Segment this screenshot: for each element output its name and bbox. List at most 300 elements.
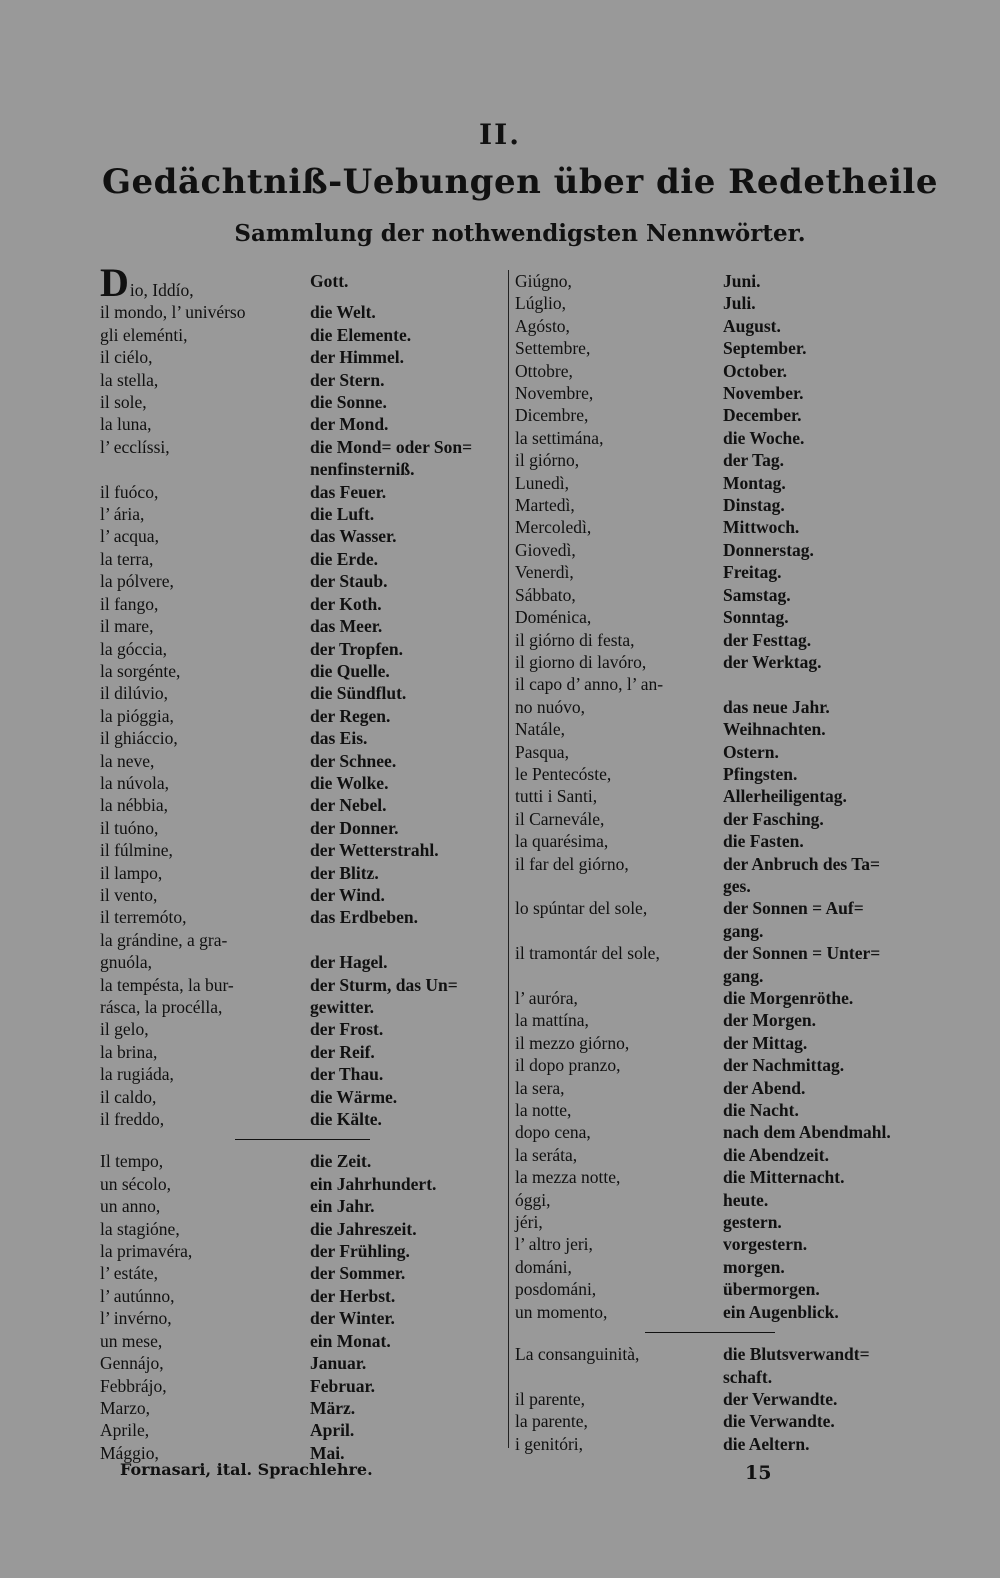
italian-term: la rugiáda, bbox=[100, 1064, 174, 1085]
vocab-row bbox=[515, 696, 935, 718]
italian-term: Giúgno, bbox=[515, 271, 572, 291]
german-term: der Tag. bbox=[723, 450, 784, 471]
german-term: der Wind. bbox=[310, 884, 385, 905]
italian-term: l’ invérno, bbox=[100, 1308, 172, 1329]
vocab-row bbox=[100, 1195, 520, 1217]
vocab-row bbox=[515, 1278, 935, 1300]
italian-term: Doménica, bbox=[515, 607, 592, 628]
italian-term: Agósto, bbox=[515, 315, 570, 336]
italian-term: gli eleménti, bbox=[100, 324, 188, 345]
italian-term: il mezzo giórno, bbox=[515, 1032, 630, 1053]
italian-term: il parente, bbox=[515, 1388, 585, 1409]
german-term: die Jahreszeit. bbox=[310, 1218, 417, 1239]
german-term: gewitter. bbox=[310, 997, 374, 1017]
vocab-row bbox=[100, 638, 520, 660]
vocab-row bbox=[100, 1285, 520, 1307]
vocab-row bbox=[100, 884, 520, 906]
italian-term: Febbrájo, bbox=[100, 1375, 167, 1396]
vocab-row bbox=[100, 794, 520, 816]
vocab-row bbox=[100, 346, 520, 368]
german-term: Februar. bbox=[310, 1375, 375, 1396]
page-title: Gedächtniß-Uebungen über die Redetheile bbox=[102, 162, 938, 202]
vocab-row bbox=[100, 750, 520, 772]
vocab-row bbox=[100, 951, 520, 973]
german-term: die Wärme. bbox=[310, 1086, 398, 1107]
german-term: der Donner. bbox=[310, 817, 399, 838]
italian-term: la tempésta, la bur- bbox=[100, 974, 234, 995]
german-term: der Mittag. bbox=[723, 1032, 808, 1053]
vocab-row bbox=[515, 651, 935, 673]
german-term: der Thau. bbox=[310, 1064, 384, 1085]
german-term: der Mond. bbox=[310, 414, 389, 435]
vocab-row bbox=[100, 1375, 520, 1397]
italian-term: la grándine, a gra- bbox=[100, 929, 228, 950]
vocab-row bbox=[100, 481, 520, 503]
vocab-row bbox=[100, 1041, 520, 1063]
german-term: Januar. bbox=[310, 1353, 367, 1374]
italian-term: il Carnevále, bbox=[515, 808, 605, 829]
vocab-row bbox=[100, 727, 520, 749]
vocab-row bbox=[515, 516, 935, 538]
italian-term: il terremóto, bbox=[100, 907, 187, 928]
german-term: Gott. bbox=[310, 271, 349, 291]
italian-term: la pióggia, bbox=[100, 705, 174, 726]
vocab-row bbox=[100, 1218, 520, 1240]
german-term: gang. bbox=[723, 965, 764, 986]
german-term: Donnerstag. bbox=[723, 539, 814, 560]
german-term: Freitag. bbox=[723, 562, 782, 583]
vocab-row bbox=[515, 897, 935, 919]
german-term: ein Jahrhundert. bbox=[310, 1173, 437, 1194]
vocab-row bbox=[100, 974, 520, 996]
german-term: die Mond= oder Son= bbox=[310, 436, 473, 457]
german-term: Mittwoch. bbox=[723, 517, 800, 538]
italian-term: il tuóno, bbox=[100, 817, 159, 838]
italian-term: il tramontár del sole, bbox=[515, 943, 660, 964]
vocab-row bbox=[515, 1144, 935, 1166]
vocab-row bbox=[515, 853, 935, 875]
vocab-row bbox=[515, 785, 935, 807]
german-term: die Luft. bbox=[310, 504, 375, 525]
german-term: die Morgenröthe. bbox=[723, 988, 854, 1008]
italian-term: la mezza notte, bbox=[515, 1167, 621, 1188]
vocab-row bbox=[100, 839, 520, 861]
italian-term: il ghiáccio, bbox=[100, 728, 178, 749]
section-separator bbox=[515, 1327, 935, 1339]
italian-term: Mercoledì, bbox=[515, 517, 592, 538]
german-term: October. bbox=[723, 360, 787, 381]
italian-term: l’ autúnno, bbox=[100, 1285, 175, 1306]
vocab-row bbox=[515, 1054, 935, 1076]
vocab-row bbox=[100, 301, 520, 323]
italian-term: La consanguinità, bbox=[515, 1344, 640, 1365]
section-separator bbox=[100, 1134, 520, 1146]
italian-term: dopo cena, bbox=[515, 1122, 591, 1143]
italian-term: la luna, bbox=[100, 414, 152, 435]
italian-term: le Pentecóste, bbox=[515, 763, 612, 784]
vocab-row bbox=[515, 718, 935, 740]
german-term: gestern. bbox=[723, 1212, 782, 1233]
german-term: die Verwandte. bbox=[723, 1411, 835, 1432]
vocab-row bbox=[100, 1086, 520, 1108]
german-term: der Verwandte. bbox=[723, 1388, 838, 1409]
italian-term-text: io, Iddío, bbox=[129, 280, 194, 300]
italian-term: la sera, bbox=[515, 1077, 565, 1098]
italian-term: il dilúvio, bbox=[100, 683, 169, 704]
vocab-row bbox=[515, 1301, 935, 1323]
italian-term: il ciélo, bbox=[100, 347, 153, 368]
vocab-row bbox=[515, 1009, 935, 1031]
vocab-row bbox=[515, 763, 935, 785]
italian-term: Settembre, bbox=[515, 338, 591, 359]
german-term: heute. bbox=[723, 1189, 769, 1210]
vocab-row bbox=[100, 996, 520, 1018]
italian-term: il fuóco, bbox=[100, 481, 159, 502]
italian-term: la quarésima, bbox=[515, 831, 609, 852]
italian-term: Lunedì, bbox=[515, 472, 569, 493]
vocab-row bbox=[100, 593, 520, 615]
italian-term: l’ altro jeri, bbox=[515, 1234, 593, 1255]
german-term: der Werktag. bbox=[723, 651, 822, 672]
italian-term: il fango, bbox=[100, 593, 159, 614]
german-term: der Wetterstrahl. bbox=[310, 840, 439, 861]
italian-term: i genitóri, bbox=[515, 1433, 584, 1454]
italian-term: l’ ária, bbox=[100, 504, 145, 525]
italian-term: il vento, bbox=[100, 884, 158, 905]
german-term: die Aeltern. bbox=[723, 1433, 810, 1454]
german-term: der Hagel. bbox=[310, 952, 388, 973]
italian-term: un sécolo, bbox=[100, 1173, 171, 1194]
german-term: die Woche. bbox=[723, 427, 805, 448]
italian-term: il fúlmine, bbox=[100, 840, 173, 861]
italian-term: Pasqua, bbox=[515, 741, 569, 762]
vocab-row bbox=[100, 391, 520, 413]
vocab-row bbox=[100, 1150, 520, 1172]
german-term: März. bbox=[310, 1397, 356, 1418]
italian-term: Natále, bbox=[515, 719, 566, 740]
german-term: Samstag. bbox=[723, 584, 791, 605]
italian-term: Lúglio, bbox=[515, 293, 567, 314]
german-term: der Winter. bbox=[310, 1308, 395, 1329]
german-term: die Zeit. bbox=[310, 1151, 372, 1172]
vocab-row bbox=[515, 1099, 935, 1121]
vocab-row bbox=[515, 382, 935, 404]
vocab-row bbox=[515, 808, 935, 830]
vocab-row bbox=[100, 1240, 520, 1262]
italian-term: no nuóvo, bbox=[515, 696, 585, 717]
italian-term: la notte, bbox=[515, 1100, 572, 1121]
italian-term: il lampo, bbox=[100, 862, 163, 883]
vocab-row bbox=[100, 1397, 520, 1419]
german-term: April. bbox=[310, 1420, 355, 1441]
italian-term: Martedì, bbox=[515, 495, 575, 516]
german-term: der Blitz. bbox=[310, 862, 379, 883]
vocab-row bbox=[100, 817, 520, 839]
italian-term: il giórno, bbox=[515, 450, 580, 471]
italian-term: Marzo, bbox=[100, 1397, 151, 1418]
italian-term: tutti i Santi, bbox=[515, 786, 598, 807]
german-term: August. bbox=[723, 315, 781, 336]
vocab-row bbox=[515, 942, 935, 964]
vocab-row bbox=[515, 472, 935, 494]
german-term: ges. bbox=[723, 875, 751, 896]
vocab-row bbox=[100, 1173, 520, 1195]
italian-term: Mággio, bbox=[100, 1442, 159, 1463]
italian-term: il dopo pranzo, bbox=[515, 1055, 621, 1076]
vocab-row bbox=[515, 337, 935, 359]
left-column bbox=[100, 260, 520, 1464]
german-term: die Welt. bbox=[310, 302, 376, 323]
italian-term: il mare, bbox=[100, 616, 154, 637]
italian-term: il mondo, l’ univérso bbox=[100, 302, 246, 323]
italian-term: il sole, bbox=[100, 392, 147, 413]
german-term: der Nachmittag. bbox=[723, 1055, 845, 1076]
italian-term: la parente, bbox=[515, 1411, 588, 1432]
vocab-row bbox=[100, 413, 520, 435]
italian-term: Giovedì, bbox=[515, 539, 576, 560]
vocab-row bbox=[100, 525, 520, 547]
german-term: das Erdbeben. bbox=[310, 907, 418, 928]
vocab-row bbox=[100, 772, 520, 794]
vocab-row bbox=[100, 570, 520, 592]
german-term: die Fasten. bbox=[723, 831, 804, 852]
german-term: der Frühling. bbox=[310, 1241, 410, 1262]
german-term: Allerheiligentag. bbox=[723, 786, 847, 807]
italian-term: la stagióne, bbox=[100, 1218, 180, 1239]
footer-signature: Fornasari, ital. Sprachlehre. bbox=[120, 1460, 373, 1479]
italian-term: il giorno di lavóro, bbox=[515, 651, 647, 672]
vocab-row bbox=[515, 830, 935, 852]
german-term: der Staub. bbox=[310, 571, 388, 592]
italian-term: l’ estáte, bbox=[100, 1263, 158, 1284]
vocab-row bbox=[515, 606, 935, 628]
vocab-row bbox=[515, 404, 935, 426]
german-term: Pfingsten. bbox=[723, 763, 798, 784]
german-term: das Feuer. bbox=[310, 481, 387, 502]
page-number: II. bbox=[479, 118, 521, 151]
german-term: gang. bbox=[723, 920, 764, 941]
italian-term: jéri, bbox=[515, 1212, 543, 1233]
italian-term bbox=[100, 260, 310, 305]
vocab-row bbox=[515, 1233, 935, 1255]
german-term: die Erde. bbox=[310, 548, 379, 569]
italian-term: la sorgénte, bbox=[100, 660, 181, 681]
german-term: die Sündflut. bbox=[310, 683, 407, 704]
vocab-row bbox=[515, 1121, 935, 1143]
german-term: schaft. bbox=[723, 1366, 773, 1387]
german-term: ein Monat. bbox=[310, 1330, 391, 1351]
vocab-row bbox=[100, 660, 520, 682]
german-term: November. bbox=[723, 383, 804, 404]
vocab-row bbox=[515, 360, 935, 382]
german-term: die Blutsverwandt= bbox=[723, 1344, 870, 1365]
german-term: der Stern. bbox=[310, 369, 385, 390]
italian-term: Gennájo, bbox=[100, 1353, 164, 1374]
italian-term: il freddo, bbox=[100, 1109, 165, 1130]
italian-term: la neve, bbox=[100, 750, 155, 771]
italian-term: la seráta, bbox=[515, 1144, 578, 1165]
german-term: der Reif. bbox=[310, 1041, 375, 1062]
italian-term: Dicembre, bbox=[515, 405, 589, 426]
vocab-row bbox=[100, 615, 520, 637]
vocab-row bbox=[515, 315, 935, 337]
german-term: der Morgen. bbox=[723, 1010, 816, 1031]
german-term: der Tropfen. bbox=[310, 638, 404, 659]
italian-term: Venerdì, bbox=[515, 562, 574, 583]
vocab-row bbox=[100, 1063, 520, 1085]
vocab-row bbox=[515, 561, 935, 583]
italian-term: la mattína, bbox=[515, 1010, 589, 1031]
italian-term: Sábbato, bbox=[515, 584, 576, 605]
vocab-row bbox=[100, 906, 520, 928]
vocab-row bbox=[515, 629, 935, 651]
vocab-row bbox=[100, 548, 520, 570]
vocab-row bbox=[100, 503, 520, 525]
vocab-row bbox=[515, 1032, 935, 1054]
italian-term: lo spúntar del sole, bbox=[515, 898, 648, 919]
german-term: der Nebel. bbox=[310, 795, 387, 816]
column-divider bbox=[508, 270, 509, 1448]
vocab-row bbox=[515, 965, 935, 987]
vocab-row bbox=[100, 1419, 520, 1441]
vocab-row bbox=[100, 682, 520, 704]
german-term: ein Augenblick. bbox=[723, 1301, 839, 1322]
vocab-row bbox=[515, 673, 935, 695]
italian-term: la stella, bbox=[100, 369, 159, 390]
vocab-row bbox=[515, 987, 935, 1009]
italian-term: dománi, bbox=[515, 1256, 572, 1277]
german-term: der Koth. bbox=[310, 593, 382, 614]
italian-term: rásca, la procélla, bbox=[100, 997, 223, 1017]
german-term: die Wolke. bbox=[310, 772, 389, 793]
german-term: die Quelle. bbox=[310, 660, 390, 681]
german-term: nenfinsterniß. bbox=[310, 459, 415, 480]
vocab-row bbox=[515, 449, 935, 471]
vocab-row bbox=[515, 1366, 935, 1388]
italian-term: la settimána, bbox=[515, 427, 604, 448]
italian-term: la pólvere, bbox=[100, 571, 174, 592]
page-subtitle: Sammlung der nothwendigsten Nennwörter. bbox=[234, 220, 806, 247]
italian-term: il far del giórno, bbox=[515, 853, 629, 874]
vocab-row bbox=[515, 875, 935, 897]
vocab-row bbox=[515, 1343, 935, 1365]
italian-term: un momento, bbox=[515, 1301, 608, 1322]
german-term: nach dem Abendmahl. bbox=[723, 1122, 891, 1143]
italian-term: la terra, bbox=[100, 548, 154, 569]
vocab-row bbox=[515, 539, 935, 561]
german-term: vorgestern. bbox=[723, 1234, 808, 1255]
vocab-row bbox=[515, 1166, 935, 1188]
italian-term: l’ auróra, bbox=[515, 988, 578, 1008]
german-term: die Kälte. bbox=[310, 1109, 382, 1130]
italian-term: il gelo, bbox=[100, 1019, 149, 1040]
german-term: Weihnachten. bbox=[723, 719, 826, 740]
german-term: Dinstag. bbox=[723, 495, 785, 516]
german-term: September. bbox=[723, 338, 807, 359]
german-term: der Herbst. bbox=[310, 1285, 396, 1306]
german-term: der Festtag. bbox=[723, 629, 812, 650]
german-term: der Fasching. bbox=[723, 808, 824, 829]
german-term: die Sonne. bbox=[310, 392, 387, 413]
german-term: das Meer. bbox=[310, 616, 383, 637]
vocab-row bbox=[515, 584, 935, 606]
german-term: übermorgen. bbox=[723, 1279, 820, 1300]
german-term: die Abendzeit. bbox=[723, 1144, 829, 1165]
vocab-row bbox=[515, 427, 935, 449]
vocab-row bbox=[515, 1211, 935, 1233]
italian-term: l’ acqua, bbox=[100, 526, 159, 547]
vocab-row bbox=[515, 920, 935, 942]
german-term: der Sommer. bbox=[310, 1263, 406, 1284]
german-term: December. bbox=[723, 405, 802, 426]
italian-term: un anno, bbox=[100, 1196, 161, 1217]
vocab-row bbox=[515, 741, 935, 763]
italian-term: óggi, bbox=[515, 1189, 551, 1210]
german-term: der Himmel. bbox=[310, 347, 404, 368]
vocab-row bbox=[515, 270, 935, 292]
german-term: der Regen. bbox=[310, 705, 391, 726]
drop-cap: D bbox=[100, 260, 129, 305]
vocab-row bbox=[100, 1108, 520, 1130]
german-term: der Schnee. bbox=[310, 750, 397, 771]
vocab-row bbox=[515, 1077, 935, 1099]
vocab-row bbox=[100, 929, 520, 951]
german-term: Montag. bbox=[723, 472, 786, 493]
vocab-row bbox=[100, 260, 520, 305]
german-term: der Frost. bbox=[310, 1019, 384, 1040]
vocab-row bbox=[100, 1262, 520, 1284]
italian-term: la primavéra, bbox=[100, 1241, 193, 1262]
italian-term: posdománi, bbox=[515, 1279, 597, 1300]
italian-term: un mese, bbox=[100, 1330, 163, 1351]
german-term: Juni. bbox=[723, 271, 761, 291]
italian-term: Novembre, bbox=[515, 383, 594, 404]
german-term: der Anbruch des Ta= bbox=[723, 853, 880, 874]
italian-term: Il tempo, bbox=[100, 1151, 164, 1172]
german-term: der Sturm, das Un= bbox=[310, 974, 458, 995]
german-term: Mai. bbox=[310, 1442, 345, 1463]
italian-term: gnuóla, bbox=[100, 952, 153, 973]
italian-term: Aprile, bbox=[100, 1420, 150, 1441]
german-term: morgen. bbox=[723, 1256, 785, 1277]
german-term: ein Jahr. bbox=[310, 1196, 375, 1217]
german-term: das Wasser. bbox=[310, 526, 397, 547]
italian-term: il giórno di festa, bbox=[515, 629, 635, 650]
german-term: das neue Jahr. bbox=[723, 696, 830, 717]
italian-term: il capo d’ anno, l’ an- bbox=[515, 674, 664, 695]
german-term: die Elemente. bbox=[310, 324, 412, 345]
german-term: der Sonnen = Auf= bbox=[723, 898, 864, 919]
vocab-row bbox=[515, 1410, 935, 1432]
vocab-row bbox=[100, 458, 520, 480]
german-term: Ostern. bbox=[723, 741, 779, 762]
german-term: der Abend. bbox=[723, 1077, 806, 1098]
vocab-row bbox=[100, 1018, 520, 1040]
vocab-row bbox=[515, 1256, 935, 1278]
vocab-row bbox=[100, 1352, 520, 1374]
vocab-row bbox=[100, 436, 520, 458]
vocab-row bbox=[100, 862, 520, 884]
german-term: der Sonnen = Unter= bbox=[723, 943, 881, 964]
german-term: die Mitternacht. bbox=[723, 1167, 845, 1188]
vocab-row bbox=[100, 1330, 520, 1352]
vocab-row bbox=[100, 369, 520, 391]
italian-term: la góccia, bbox=[100, 638, 168, 659]
italian-term: l’ ecclíssi, bbox=[100, 436, 170, 457]
right-column bbox=[515, 270, 935, 1455]
vocab-row bbox=[100, 1307, 520, 1329]
vocab-row bbox=[100, 705, 520, 727]
